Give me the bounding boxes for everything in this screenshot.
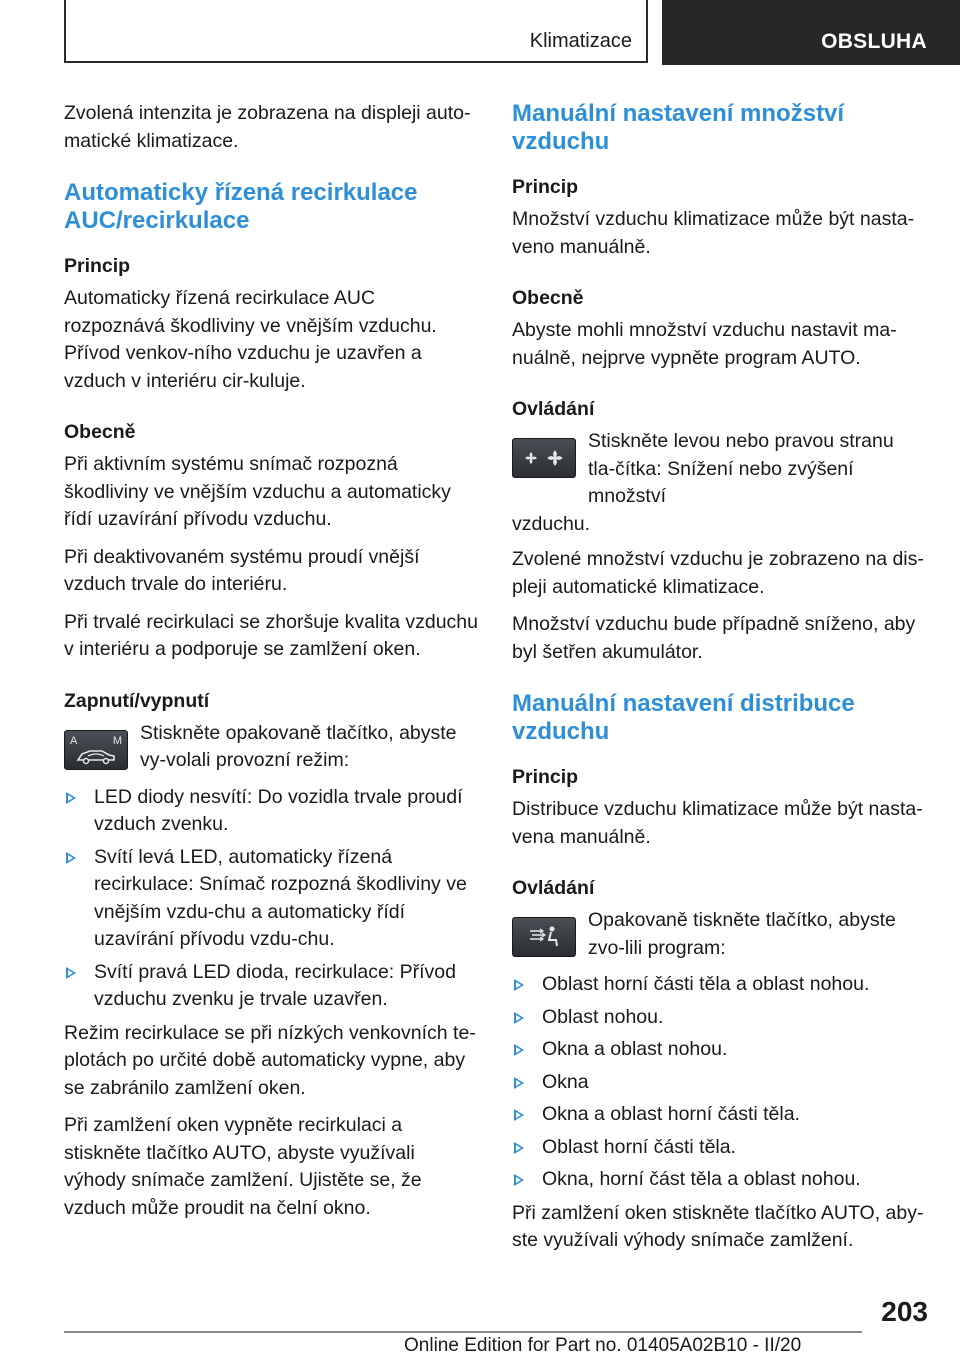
list-arrow-icon (66, 967, 76, 979)
subheading-ovladani-2: Ovládání (512, 877, 595, 899)
princip-text-3: Distribuce vzduchu klimatizace může být nasta-vena manuálně. (512, 798, 923, 848)
princip-text-2: Množství vzduchu klimatizace může být nasta-veno manuálně. (512, 208, 915, 258)
ovladani-text: Stiskněte levou nebo pravou stranu tla-čítka: Snížení nebo zvýšení množství (588, 430, 894, 507)
header-chapter-title: OBSLUHA (821, 30, 927, 53)
distribution-note: Při zamlžení oken stiskněte tlačítko AUTO, aby-ste využívali výhody snímače zamlžení. (512, 1201, 924, 1251)
header-chapter-box (662, 0, 960, 65)
subheading-zapnuti: Zapnutí/vypnutí (64, 689, 210, 712)
footer-divider (64, 1331, 862, 1333)
list-arrow-icon (514, 1109, 524, 1121)
air-distribution-button-icon (512, 917, 576, 957)
obecne-text-2: Při deaktivovaném systému proudí vnější vzduch trvale do interiéru. (64, 545, 420, 595)
section-heading-air-volume: Manuální nastavení množství vzduchu (512, 100, 845, 155)
seated-person-airflow-icon (526, 925, 562, 949)
button-label-m: M (112, 734, 122, 747)
list-arrow-icon (514, 1174, 524, 1186)
air-volume-battery-text: Množství vzduchu bude případně sníženo, aby byl šetřen akumulátor. (512, 613, 916, 663)
subheading-princip: Princip (64, 255, 131, 277)
footer-edition-text: Online Edition for Part no. 01405A02B10 - II/20 (404, 1335, 802, 1356)
ovladani-cont: vzduchu. (512, 512, 591, 535)
list-arrow-icon (514, 979, 524, 991)
obecne-text-3: Při trvalé recirkulaci se zhoršuje kvalita vzduchu v interiéru a podporuje se zamlžení oken. (64, 610, 478, 660)
subheading-princip-3: Princip (512, 766, 579, 788)
list-item: Okna (512, 1069, 926, 1097)
left-column (64, 100, 478, 1232)
right-column (512, 100, 926, 1265)
list-item: Oblast horní části těla a oblast nohou. (512, 971, 926, 999)
header-section-box (64, 0, 648, 63)
list-item: Okna, horní část těla a oblast nohou. (512, 1166, 926, 1194)
air-distribution-list (512, 971, 926, 1194)
section-heading-air-distribution: Manuální nastavení distribuce vzduchu (512, 690, 855, 745)
subheading-ovladani: Ovládání (512, 398, 595, 420)
list-item: LED diody nesvítí: Do vozidla trvale proudí vzduch zvenku. (64, 784, 478, 839)
fan-large-icon (546, 449, 564, 467)
header-section-title: Klimatizace (529, 30, 632, 52)
subheading-obecne: Obecně (64, 421, 136, 443)
list-arrow-icon (514, 1077, 524, 1089)
recirculation-note-1: Režim recirkulace se při nízkých venkovních te-plotách po určité době automaticky vypne, aby se zabránilo zamlžení oken. (64, 1021, 476, 1099)
list-arrow-icon (66, 852, 76, 864)
subheading-princip-2: Princip (512, 176, 579, 198)
intro-text: Zvolená intenzita je zobrazena na displeji auto- matické klimatizace. (64, 102, 471, 152)
car-icon (74, 747, 118, 765)
obecne-text-1: Při aktivním systému snímač rozpozná škodliviny ve vnějším vzduchu a automaticky řídí uzavírání přívodu vzduchu. (64, 453, 451, 530)
distribution-control (512, 907, 926, 963)
zapnuti-text: Stiskněte opakovaně tlačítko, abyste vy-volali provozní režim: (140, 721, 457, 771)
list-item: Okna a oblast nohou. (512, 1036, 926, 1064)
ovladani-2-text: Opakovaně tiskněte tlačítko, abyste zvo-lili program: (588, 909, 896, 959)
fan-small-icon (524, 451, 538, 465)
fan-control (512, 428, 926, 538)
list-arrow-icon (514, 1044, 524, 1056)
list-item: Okna a oblast horní části těla. (512, 1101, 926, 1129)
car-recirculation-button-icon (64, 730, 128, 770)
button-label-a: A (70, 734, 78, 747)
list-item: Oblast horní části těla. (512, 1134, 926, 1162)
list-arrow-icon (514, 1012, 524, 1024)
list-item: Svítí levá LED, automaticky řízená recirkulace: Snímač rozpozná škodliviny ve vnějším vzdu-chu a automaticky řídí uzavírání přívodu vzdu-chu. (64, 844, 478, 954)
list-item: Oblast nohou. (512, 1004, 926, 1032)
list-item: Svítí pravá LED dioda, recirkulace: Přívod vzduchu zvenku je trvale uzavřen. (64, 959, 478, 1014)
princip-text: Automaticky řízená recirkulace AUC rozpoznává škodliviny ve vnějším vzduchu. Přívod venkov-ního vzduchu je uzavřen a vzduch v interiéru cir-kuluje. (64, 287, 437, 392)
subheading-obecne-2: Obecně (512, 287, 584, 309)
page-number: 203 (881, 1296, 928, 1327)
recirculation-mode-list (64, 784, 478, 1014)
air-volume-display-text: Zvolené množství vzduchu je zobrazeno na dis-pleji automatické klimatizace. (512, 548, 924, 598)
obecne-text-right: Abyste mohli množství vzduchu nastavit ma-nuálně, nejprve vypněte program AUTO. (512, 319, 897, 369)
list-arrow-icon (514, 1142, 524, 1154)
list-arrow-icon (66, 792, 76, 804)
section-heading-auc: Automaticky řízená recirkulace AUC/recirkulace (64, 179, 418, 234)
recirculation-control (64, 720, 478, 776)
fan-button-icon (512, 438, 576, 478)
recirculation-note-2: Při zamlžení oken vypněte recirkulaci a stiskněte tlačítko AUTO, abyste využívali výhody snímače zamlžení. Ujistěte se, že vzduch může proudit na čelní okno. (64, 1114, 422, 1219)
